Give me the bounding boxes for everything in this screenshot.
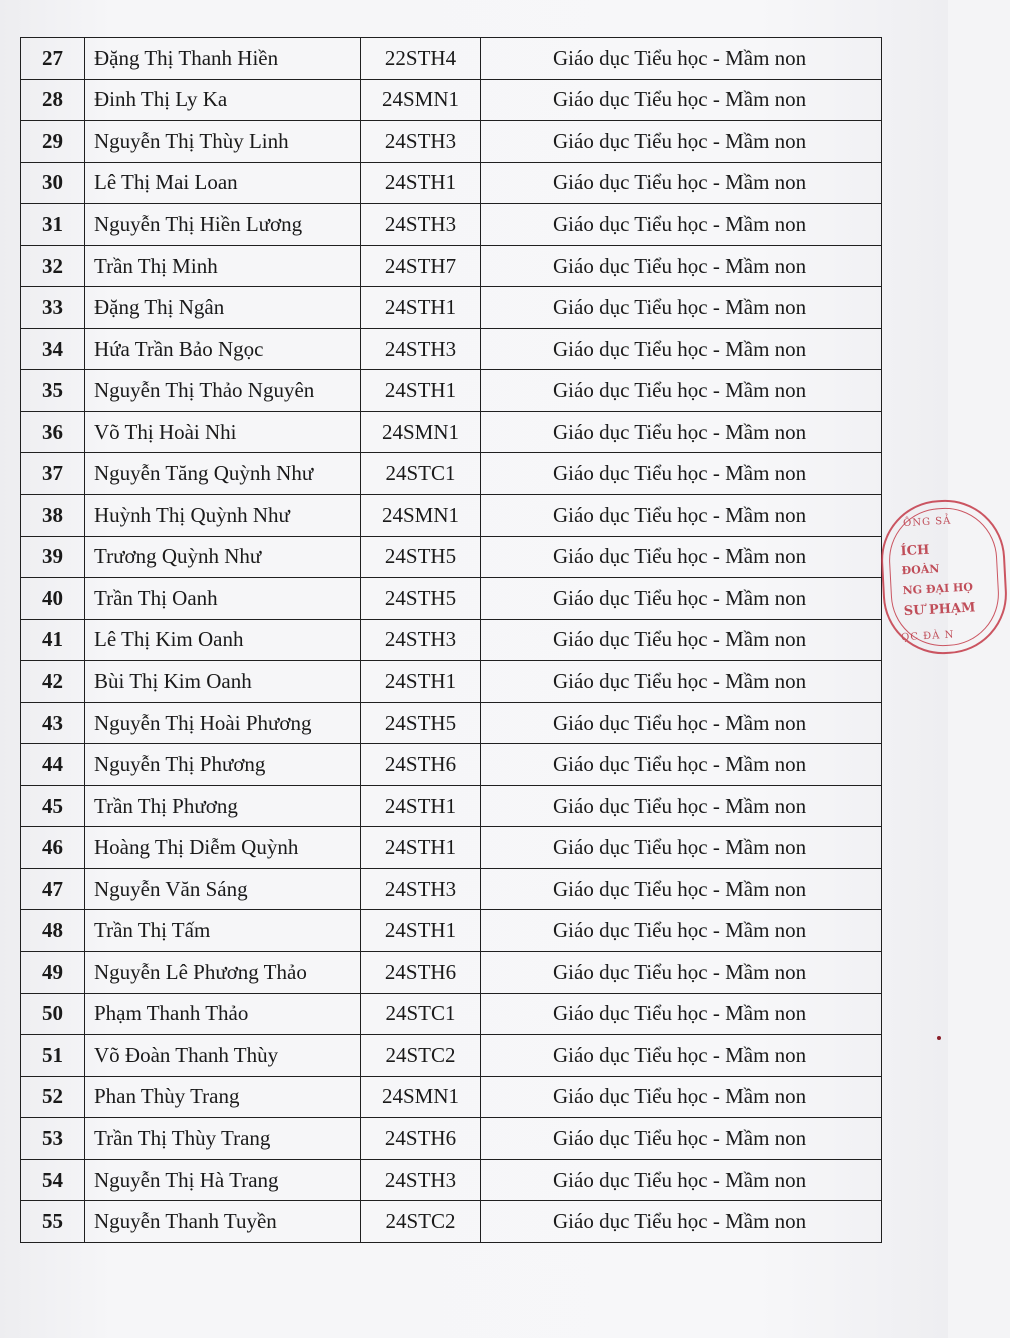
student-name-cell: Nguyễn Lê Phương Thảo: [85, 952, 361, 994]
row-number-cell: 39: [21, 536, 85, 578]
table-row: [21, 370, 882, 412]
row-number-cell: 41: [21, 619, 85, 661]
department-cell: Giáo dục Tiểu học - Mầm non: [481, 702, 882, 744]
table-row: [21, 204, 882, 246]
student-name-cell: Võ Thị Hoài Nhi: [85, 411, 361, 453]
class-code-cell: 24STH1: [361, 661, 481, 703]
table-row: [21, 411, 882, 453]
table-row: [21, 744, 882, 786]
class-code-cell: 24STH5: [361, 702, 481, 744]
class-code-cell: 24STC1: [361, 453, 481, 495]
row-number-cell: 37: [21, 453, 85, 495]
row-number-cell: 48: [21, 910, 85, 952]
table-row: [21, 785, 882, 827]
department-cell: Giáo dục Tiểu học - Mầm non: [481, 868, 882, 910]
table-row: [21, 702, 882, 744]
table-row: [21, 495, 882, 537]
class-code-cell: 24STH3: [361, 121, 481, 163]
department-cell: Giáo dục Tiểu học - Mầm non: [481, 79, 882, 121]
row-number-cell: 43: [21, 702, 85, 744]
student-name-cell: Võ Đoàn Thanh Thùy: [85, 1035, 361, 1077]
table-row: [21, 121, 882, 163]
row-number-cell: 32: [21, 245, 85, 287]
department-cell: Giáo dục Tiểu học - Mầm non: [481, 910, 882, 952]
department-cell: Giáo dục Tiểu học - Mầm non: [481, 453, 882, 495]
table-row: [21, 1118, 882, 1160]
row-number-cell: 46: [21, 827, 85, 869]
row-number-cell: 35: [21, 370, 85, 412]
table-row: [21, 162, 882, 204]
table-row: [21, 1159, 882, 1201]
row-number-cell: 33: [21, 287, 85, 329]
row-number-cell: 53: [21, 1118, 85, 1160]
student-name-cell: Phan Thùy Trang: [85, 1076, 361, 1118]
class-code-cell: 24STC2: [361, 1035, 481, 1077]
class-code-cell: 24STH1: [361, 162, 481, 204]
class-code-cell: 22STH4: [361, 38, 481, 80]
seal-line-4: SƯ PHẠM: [903, 600, 976, 620]
student-name-cell: Nguyễn Thị Hà Trang: [85, 1159, 361, 1201]
roster-body: [21, 38, 882, 1243]
class-code-cell: 24SMN1: [361, 79, 481, 121]
department-cell: Giáo dục Tiểu học - Mầm non: [481, 245, 882, 287]
row-number-cell: 29: [21, 121, 85, 163]
student-name-cell: Nguyễn Tăng Quỳnh Như: [85, 453, 361, 495]
seal-line-3: NG ĐẠI HỌ: [902, 580, 974, 598]
student-name-cell: Trần Thị Thùy Trang: [85, 1118, 361, 1160]
class-code-cell: 24STH6: [361, 1118, 481, 1160]
class-code-cell: 24STH3: [361, 328, 481, 370]
department-cell: Giáo dục Tiểu học - Mầm non: [481, 287, 882, 329]
student-name-cell: Lê Thị Kim Oanh: [85, 619, 361, 661]
class-code-cell: 24STC2: [361, 1201, 481, 1243]
row-number-cell: 50: [21, 993, 85, 1035]
row-number-cell: 54: [21, 1159, 85, 1201]
department-cell: Giáo dục Tiểu học - Mầm non: [481, 1159, 882, 1201]
student-name-cell: Nguyễn Thị Hiền Lương: [85, 204, 361, 246]
row-number-cell: 34: [21, 328, 85, 370]
class-code-cell: 24STH1: [361, 827, 481, 869]
department-cell: Giáo dục Tiểu học - Mầm non: [481, 162, 882, 204]
student-name-cell: Nguyễn Thị Phương: [85, 744, 361, 786]
row-number-cell: 44: [21, 744, 85, 786]
table-row: [21, 1201, 882, 1243]
class-code-cell: 24STH1: [361, 910, 481, 952]
student-name-cell: Trần Thị Phương: [85, 785, 361, 827]
row-number-cell: 42: [21, 661, 85, 703]
row-number-cell: 38: [21, 495, 85, 537]
department-cell: Giáo dục Tiểu học - Mầm non: [481, 1035, 882, 1077]
class-code-cell: 24STH3: [361, 1159, 481, 1201]
department-cell: Giáo dục Tiểu học - Mầm non: [481, 121, 882, 163]
seal-line-1: ÍCH: [900, 542, 930, 560]
table-row: [21, 993, 882, 1035]
student-name-cell: Trương Quỳnh Như: [85, 536, 361, 578]
department-cell: Giáo dục Tiểu học - Mầm non: [481, 952, 882, 994]
seal-top-text: ÔNG SẢ: [902, 515, 952, 530]
department-cell: Giáo dục Tiểu học - Mầm non: [481, 536, 882, 578]
class-code-cell: 24STH3: [361, 868, 481, 910]
student-name-cell: Hứa Trần Bảo Ngọc: [85, 328, 361, 370]
student-name-cell: Lê Thị Mai Loan: [85, 162, 361, 204]
class-code-cell: 24SMN1: [361, 495, 481, 537]
table-row: [21, 661, 882, 703]
class-code-cell: 24STH3: [361, 204, 481, 246]
department-cell: Giáo dục Tiểu học - Mầm non: [481, 38, 882, 80]
row-number-cell: 49: [21, 952, 85, 994]
table-row: [21, 578, 882, 620]
class-code-cell: 24SMN1: [361, 1076, 481, 1118]
department-cell: Giáo dục Tiểu học - Mầm non: [481, 1118, 882, 1160]
student-name-cell: Đặng Thị Ngân: [85, 287, 361, 329]
row-number-cell: 55: [21, 1201, 85, 1243]
student-name-cell: Đinh Thị Ly Ka: [85, 79, 361, 121]
department-cell: Giáo dục Tiểu học - Mầm non: [481, 204, 882, 246]
student-name-cell: Bùi Thị Kim Oanh: [85, 661, 361, 703]
student-name-cell: Trần Thị Oanh: [85, 578, 361, 620]
student-name-cell: Huỳnh Thị Quỳnh Như: [85, 495, 361, 537]
row-number-cell: 45: [21, 785, 85, 827]
table-row: [21, 245, 882, 287]
department-cell: Giáo dục Tiểu học - Mầm non: [481, 619, 882, 661]
student-name-cell: Nguyễn Thị Hoài Phương: [85, 702, 361, 744]
student-name-cell: Hoàng Thị Diễm Quỳnh: [85, 827, 361, 869]
student-name-cell: Nguyễn Thị Thùy Linh: [85, 121, 361, 163]
row-number-cell: 47: [21, 868, 85, 910]
class-code-cell: 24STH1: [361, 785, 481, 827]
department-cell: Giáo dục Tiểu học - Mầm non: [481, 578, 882, 620]
student-name-cell: Trần Thị Minh: [85, 245, 361, 287]
department-cell: Giáo dục Tiểu học - Mầm non: [481, 370, 882, 412]
class-code-cell: 24STH7: [361, 245, 481, 287]
table-row: [21, 910, 882, 952]
seal-line-2: ĐOÀN: [901, 562, 940, 578]
table-row: [21, 1076, 882, 1118]
student-name-cell: Nguyễn Văn Sáng: [85, 868, 361, 910]
department-cell: Giáo dục Tiểu học - Mầm non: [481, 661, 882, 703]
table-row: [21, 536, 882, 578]
class-code-cell: 24STH1: [361, 370, 481, 412]
department-cell: Giáo dục Tiểu học - Mầm non: [481, 744, 882, 786]
student-name-cell: Đặng Thị Thanh Hiền: [85, 38, 361, 80]
department-cell: Giáo dục Tiểu học - Mầm non: [481, 495, 882, 537]
row-number-cell: 28: [21, 79, 85, 121]
class-code-cell: 24STH5: [361, 578, 481, 620]
student-roster-table: [20, 37, 882, 1243]
department-cell: Giáo dục Tiểu học - Mầm non: [481, 1076, 882, 1118]
table-row: [21, 453, 882, 495]
department-cell: Giáo dục Tiểu học - Mầm non: [481, 993, 882, 1035]
ink-dot: [937, 1036, 941, 1040]
student-name-cell: Phạm Thanh Thảo: [85, 993, 361, 1035]
department-cell: Giáo dục Tiểu học - Mầm non: [481, 328, 882, 370]
row-number-cell: 52: [21, 1076, 85, 1118]
table-row: [21, 38, 882, 80]
official-seal: [878, 497, 1010, 657]
row-number-cell: 31: [21, 204, 85, 246]
class-code-cell: 24SMN1: [361, 411, 481, 453]
table-row: [21, 868, 882, 910]
department-cell: Giáo dục Tiểu học - Mầm non: [481, 827, 882, 869]
table-row: [21, 287, 882, 329]
row-number-cell: 27: [21, 38, 85, 80]
table-row: [21, 827, 882, 869]
department-cell: Giáo dục Tiểu học - Mầm non: [481, 1201, 882, 1243]
table-row: [21, 619, 882, 661]
table-row: [21, 328, 882, 370]
row-number-cell: 36: [21, 411, 85, 453]
student-name-cell: Trần Thị Tấm: [85, 910, 361, 952]
class-code-cell: 24STH3: [361, 619, 481, 661]
student-name-cell: Nguyễn Thị Thảo Nguyên: [85, 370, 361, 412]
class-code-cell: 24STC1: [361, 993, 481, 1035]
row-number-cell: 40: [21, 578, 85, 620]
row-number-cell: 30: [21, 162, 85, 204]
table-row: [21, 952, 882, 994]
department-cell: Giáo dục Tiểu học - Mầm non: [481, 785, 882, 827]
class-code-cell: 24STH5: [361, 536, 481, 578]
table-row: [21, 79, 882, 121]
class-code-cell: 24STH6: [361, 744, 481, 786]
seal-bottom-text: ỌC ĐÀ N: [900, 629, 955, 644]
table-row: [21, 1035, 882, 1077]
row-number-cell: 51: [21, 1035, 85, 1077]
student-name-cell: Nguyễn Thanh Tuyền: [85, 1201, 361, 1243]
class-code-cell: 24STH1: [361, 287, 481, 329]
department-cell: Giáo dục Tiểu học - Mầm non: [481, 411, 882, 453]
class-code-cell: 24STH6: [361, 952, 481, 994]
